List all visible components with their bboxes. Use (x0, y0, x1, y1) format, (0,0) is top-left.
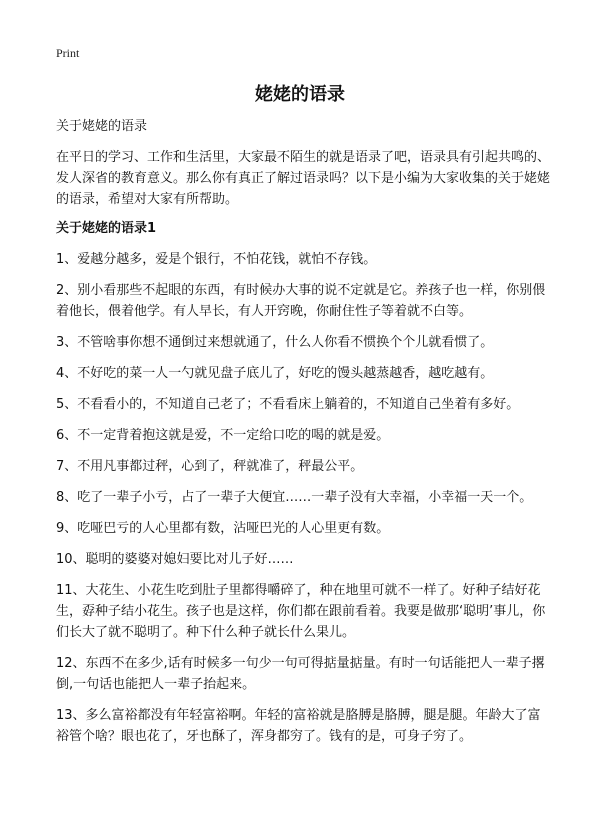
article-body (56, 116, 552, 757)
quote-item: 1、爱越分越多，爱是个银行，不怕花钱，就怕不存钱。 (56, 252, 377, 267)
quote-item: 10、聪明的婆婆对媳妇要比对儿子好…… (56, 552, 294, 567)
quote-item: 4、不好吃的菜一人一勺就见盘子底儿了，好吃的馒头越蒸越香，越吃越有。 (56, 366, 494, 381)
quote-item: 11、大花生、小花生吃到肚子里都得嚼碎了，种在地里可就不一样了。好种子结好花生，孬种子结小花生。孩子也是这样，你们都在跟前看着。我要是做那‘聪明’事儿，你们长大了就不聪明了。种下什么种子就长什么果儿。 (56, 583, 546, 640)
intro-paragraph: 在平日的学习、工作和生活里，大家最不陌生的就是语录了吧，语录具有引起共鸣的、发人深省的教育意义。那么你有真正了解过语录吗？以下是小编为大家收集的关于姥姥的语录，希望对大家有所帮助。 (56, 150, 551, 207)
quote-item: 7、不用凡事都过秤，心到了，秤就准了，秤最公平。 (56, 459, 364, 474)
article-subtitle: 关于姥姥的语录 (56, 119, 148, 134)
quote-item: 6、不一定背着抱这就是爱，不一定给口吃的喝的就是爱。 (56, 428, 390, 443)
quote-item: 2、别小看那些不起眼的东西，有时候办大事的说不定就是它。养孩子也一样，你别偎着他长，偎着他学。有人早长，有人开窍晚，你耐住性子等着就不白等。 (56, 283, 546, 319)
quote-item: 9、吃哑巴亏的人心里都有数，沾哑巴光的人心里更有数。 (56, 521, 390, 536)
print-link[interactable]: Print (56, 46, 80, 60)
section-heading: 关于姥姥的语录1 (56, 221, 157, 236)
quote-item: 5、不看看小的，不知道自己老了；不看看床上躺着的，不知道自己坐着有多好。 (56, 397, 520, 412)
quote-item: 3、不管啥事你想不通倒过来想就通了，什么人你看不惯换个个儿就看惯了。 (56, 335, 494, 350)
quote-item: 13、多么富裕都没有年轻富裕啊。年轻的富裕就是胳膊是胳膊，腿是腿。年龄大了富裕管个啥？眼也花了，牙也酥了，浑身都穷了。钱有的是，可身子穷了。 (56, 708, 541, 744)
quote-item: 8、吃了一辈子小亏，占了一辈子大便宜……一辈子没有大幸福，小幸福一天一个。 (56, 490, 533, 505)
quote-item: 12、东西不在多少,话有时候多一句少一句可得掂量掂量。有时一句话能把人一辈子撂倒,一句话也能把人一辈子抬起来。 (56, 656, 545, 692)
page-title: 姥姥的语录 (255, 84, 345, 105)
